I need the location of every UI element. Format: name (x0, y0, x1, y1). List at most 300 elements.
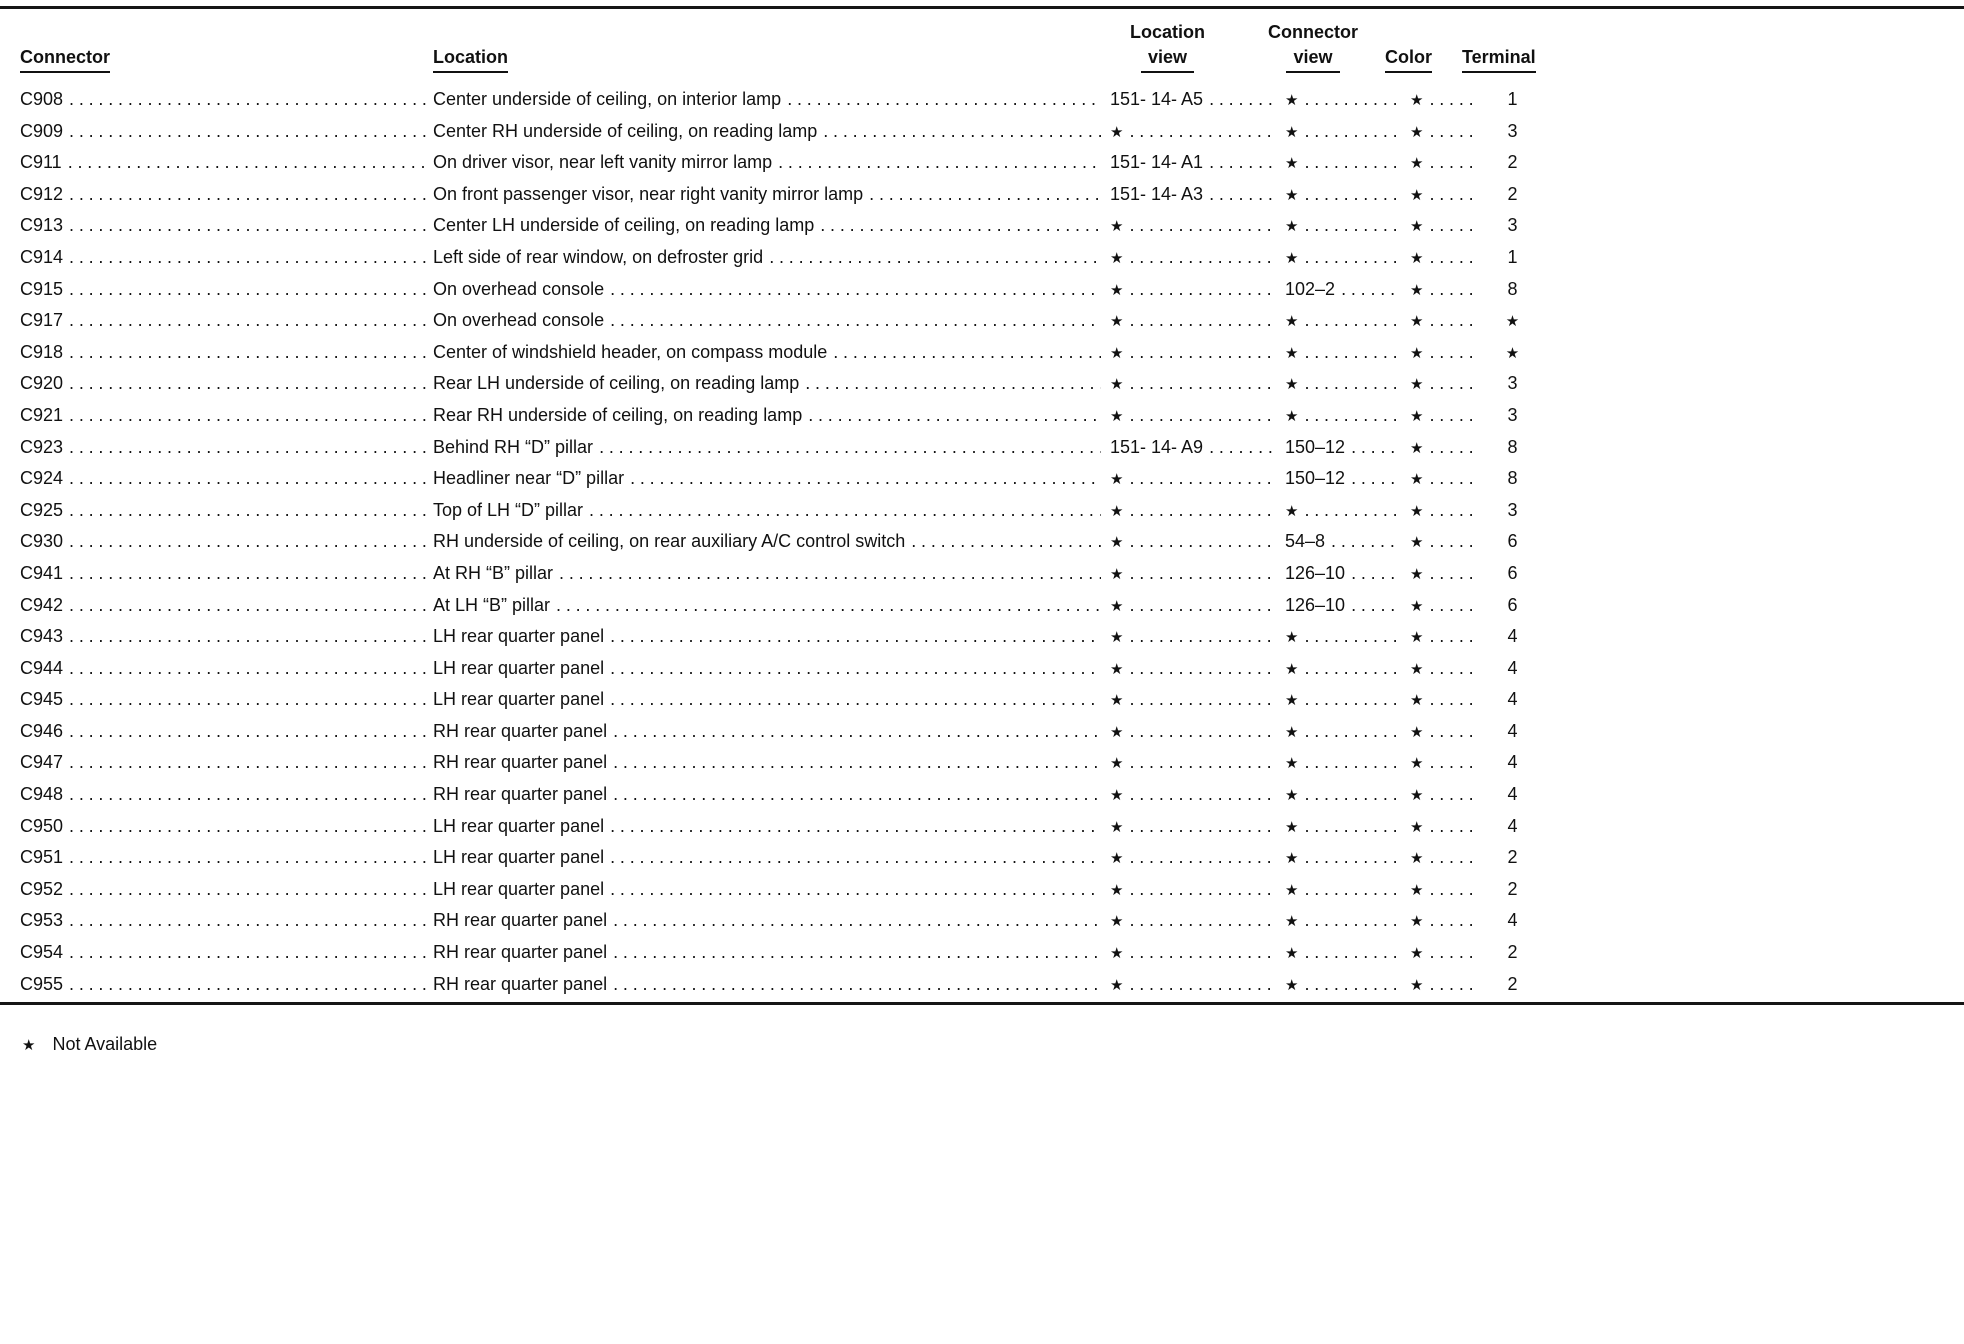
dot-leader (613, 937, 1101, 969)
terminal-value: 3 (1507, 499, 1518, 520)
not-available-star-icon: ★ (22, 1037, 36, 1054)
cell-location-view (1105, 937, 1280, 969)
table-row (20, 653, 1545, 685)
cell-connector-view (1280, 811, 1405, 843)
connector-code: C945 (20, 689, 64, 710)
table-row (20, 116, 1545, 148)
cell-connector (20, 147, 433, 179)
dot-leader (69, 179, 429, 211)
table-row (20, 147, 1545, 179)
dot-leader (69, 653, 429, 685)
color-value: ★ (1410, 881, 1424, 899)
cell-location (433, 463, 1105, 495)
cell-location-view (1105, 811, 1280, 843)
connector-view-value: ★ (1285, 407, 1299, 425)
connector-code: C954 (20, 942, 64, 963)
cell-color (1405, 337, 1480, 369)
dot-leader (1429, 937, 1476, 969)
color-value: ★ (1410, 376, 1424, 394)
terminal-value: 2 (1507, 847, 1518, 868)
cell-connector (20, 368, 433, 400)
dot-leader (1129, 242, 1276, 274)
dot-leader (1129, 368, 1276, 400)
cell-location (433, 400, 1105, 432)
dot-leader (1429, 684, 1476, 716)
column-header-connector-view-line2: view (1286, 45, 1339, 73)
cell-location (433, 337, 1105, 369)
location-view-value: ★ (1110, 376, 1124, 394)
dot-leader (820, 210, 1101, 242)
cell-terminal (1480, 716, 1545, 748)
dot-leader (1304, 716, 1401, 748)
connector-location: Behind RH “D” pillar (433, 436, 594, 457)
footnote-text: Not Available (52, 1034, 158, 1054)
table-row (20, 210, 1545, 242)
dot-leader (69, 274, 429, 306)
table-row (20, 842, 1545, 874)
terminal-value: 6 (1507, 594, 1518, 615)
color-value: ★ (1410, 692, 1424, 710)
dot-leader (1429, 463, 1476, 495)
dot-leader (1429, 337, 1476, 369)
cell-location (433, 432, 1105, 464)
dot-leader (613, 716, 1101, 748)
color-value: ★ (1410, 660, 1424, 678)
dot-leader (1341, 274, 1401, 306)
cell-connector (20, 526, 433, 558)
cell-connector-view (1280, 653, 1405, 685)
cell-connector-view (1280, 210, 1405, 242)
location-view-value: ★ (1110, 913, 1124, 931)
cell-connector (20, 716, 433, 748)
location-view-value: ★ (1110, 123, 1124, 141)
cell-location (433, 526, 1105, 558)
dot-leader (1429, 779, 1476, 811)
cell-location (433, 590, 1105, 622)
cell-location (433, 905, 1105, 937)
connector-code: C920 (20, 373, 64, 394)
connector-view-value: ★ (1285, 881, 1299, 899)
dot-leader (1209, 84, 1276, 116)
connector-code: C942 (20, 594, 64, 615)
dot-leader (69, 716, 429, 748)
dot-leader (69, 242, 429, 274)
cell-color (1405, 621, 1480, 653)
dot-leader (1351, 432, 1401, 464)
cell-connector-view (1280, 969, 1405, 1001)
dot-leader (1429, 747, 1476, 779)
cell-connector (20, 463, 433, 495)
dot-leader (1304, 684, 1401, 716)
cell-connector-view (1280, 242, 1405, 274)
connector-code: C921 (20, 404, 64, 425)
cell-location-view (1105, 368, 1280, 400)
cell-terminal (1480, 874, 1545, 906)
dot-leader (1429, 400, 1476, 432)
cell-connector-view (1280, 937, 1405, 969)
dot-leader (69, 116, 429, 148)
location-view-value: ★ (1110, 660, 1124, 678)
cell-location-view (1105, 463, 1280, 495)
color-value: ★ (1410, 313, 1424, 331)
table-row (20, 558, 1545, 590)
table-row (20, 969, 1545, 1001)
dot-leader (787, 84, 1101, 116)
cell-color (1405, 305, 1480, 337)
dot-leader (1304, 495, 1401, 527)
dot-leader (69, 747, 429, 779)
dot-leader (1351, 558, 1401, 590)
dot-leader (613, 905, 1101, 937)
location-view-value: ★ (1110, 313, 1124, 331)
table-row (20, 779, 1545, 811)
connector-code: C909 (20, 120, 64, 141)
connector-view-value: ★ (1285, 313, 1299, 331)
terminal-value: 8 (1507, 468, 1518, 489)
cell-terminal (1480, 811, 1545, 843)
cell-connector (20, 779, 433, 811)
cell-terminal (1480, 305, 1545, 337)
dot-leader (1331, 526, 1401, 558)
cell-connector-view (1280, 368, 1405, 400)
cell-location-view (1105, 969, 1280, 1001)
cell-connector-view (1280, 305, 1405, 337)
dot-leader (1129, 874, 1276, 906)
cell-connector (20, 432, 433, 464)
cell-location-view (1105, 147, 1280, 179)
color-value: ★ (1410, 123, 1424, 141)
dot-leader (69, 368, 429, 400)
connector-location: Center underside of ceiling, on interior lamp (433, 89, 782, 109)
dot-leader (1304, 337, 1401, 369)
cell-location (433, 779, 1105, 811)
cell-connector-view (1280, 147, 1405, 179)
connector-code: C912 (20, 183, 64, 204)
cell-location (433, 842, 1105, 874)
cell-connector-view (1280, 179, 1405, 211)
dot-leader (869, 179, 1101, 211)
cell-connector (20, 400, 433, 432)
terminal-value: 2 (1507, 152, 1518, 173)
cell-connector-view (1280, 84, 1405, 116)
cell-connector (20, 905, 433, 937)
terminal-value: 6 (1507, 562, 1518, 583)
cell-connector-view (1280, 463, 1405, 495)
color-value: ★ (1410, 281, 1424, 299)
color-value: ★ (1410, 249, 1424, 267)
connector-code: C925 (20, 499, 64, 520)
cell-color (1405, 495, 1480, 527)
dot-leader (599, 432, 1101, 464)
cell-connector-view (1280, 905, 1405, 937)
cell-terminal (1480, 210, 1545, 242)
cell-terminal (1480, 779, 1545, 811)
location-view-value: ★ (1110, 534, 1124, 552)
dot-leader (69, 400, 429, 432)
cell-connector (20, 747, 433, 779)
dot-leader (1129, 779, 1276, 811)
cell-location (433, 210, 1105, 242)
cell-connector-view (1280, 716, 1405, 748)
terminal-value: 2 (1507, 878, 1518, 899)
dot-leader (610, 811, 1101, 843)
connector-location: Headliner near “D” pillar (433, 468, 625, 489)
table-row (20, 242, 1545, 274)
cell-connector (20, 874, 433, 906)
dot-leader (1129, 526, 1276, 558)
location-view-value: ★ (1110, 881, 1124, 899)
column-header-connector-label: Connector (20, 45, 110, 73)
column-header-connector-view (1258, 20, 1368, 73)
connector-view-value: ★ (1285, 344, 1299, 362)
connector-code: C911 (20, 152, 62, 173)
terminal-value: 4 (1507, 657, 1518, 678)
cell-color (1405, 969, 1480, 1001)
cell-color (1405, 590, 1480, 622)
dot-leader (1429, 716, 1476, 748)
footnote (22, 1034, 157, 1055)
dot-leader (1429, 368, 1476, 400)
dot-leader (630, 463, 1101, 495)
dot-leader (1429, 274, 1476, 306)
cell-terminal (1480, 747, 1545, 779)
connector-location: LH rear quarter panel (433, 815, 605, 836)
cell-color (1405, 463, 1480, 495)
table-row (20, 716, 1545, 748)
dot-leader (68, 147, 429, 179)
column-header-location-view-line2-wrap (1105, 45, 1230, 73)
cell-location (433, 84, 1105, 116)
cell-terminal (1480, 621, 1545, 653)
cell-location (433, 937, 1105, 969)
cell-location-view (1105, 526, 1280, 558)
dot-leader (69, 495, 429, 527)
terminal-value: 3 (1507, 120, 1518, 141)
dot-leader (1429, 84, 1476, 116)
color-value: ★ (1410, 723, 1424, 741)
cell-location-view (1105, 590, 1280, 622)
location-view-value: ★ (1110, 945, 1124, 963)
cell-location (433, 242, 1105, 274)
dot-leader (1429, 116, 1476, 148)
color-value: ★ (1410, 629, 1424, 647)
cell-location-view (1105, 116, 1280, 148)
cell-terminal (1480, 432, 1545, 464)
dot-leader (1129, 811, 1276, 843)
dot-leader (69, 84, 429, 116)
connector-view-value: 54–8 (1285, 531, 1326, 552)
cell-terminal (1480, 463, 1545, 495)
terminal-value: ★ (1505, 344, 1520, 362)
dot-leader (69, 621, 429, 653)
cell-connector (20, 210, 433, 242)
cell-connector (20, 969, 433, 1001)
connector-view-value: ★ (1285, 186, 1299, 204)
cell-color (1405, 368, 1480, 400)
dot-leader (1304, 116, 1401, 148)
cell-color (1405, 905, 1480, 937)
connector-code: C918 (20, 341, 64, 362)
dot-leader (1429, 558, 1476, 590)
connector-view-value: ★ (1285, 755, 1299, 773)
color-value: ★ (1410, 92, 1424, 109)
connector-location: LH rear quarter panel (433, 847, 605, 868)
dot-leader (1304, 653, 1401, 685)
dot-leader (1429, 179, 1476, 211)
column-header-location-label: Location (433, 45, 508, 73)
dot-leader (1129, 116, 1276, 148)
table-row (20, 337, 1545, 369)
dot-leader (1129, 495, 1276, 527)
dot-leader (778, 147, 1101, 179)
table-row (20, 874, 1545, 906)
dot-leader (1129, 684, 1276, 716)
connector-code: C953 (20, 910, 64, 931)
connector-code: C923 (20, 436, 64, 457)
dot-leader (1129, 274, 1276, 306)
dot-leader (1429, 811, 1476, 843)
dot-leader (1129, 621, 1276, 653)
dot-leader (610, 842, 1101, 874)
cell-connector-view (1280, 495, 1405, 527)
dot-leader (69, 558, 429, 590)
column-header-connector (20, 45, 110, 73)
cell-location (433, 558, 1105, 590)
connector-view-value: 126–10 (1285, 562, 1346, 583)
cell-location-view (1105, 653, 1280, 685)
connector-location: LH rear quarter panel (433, 689, 605, 710)
cell-location-view (1105, 874, 1280, 906)
connector-location: Top of LH “D” pillar (433, 499, 584, 520)
column-header-location (433, 45, 508, 73)
connector-view-value: ★ (1285, 92, 1299, 109)
connector-location: Center RH underside of ceiling, on reading lamp (433, 120, 818, 141)
dot-leader (1429, 495, 1476, 527)
connector-view-value: ★ (1285, 787, 1299, 805)
dot-leader (1429, 432, 1476, 464)
location-view-value: 151- 14- A5 (1110, 89, 1204, 109)
table-row (20, 84, 1545, 116)
cell-connector (20, 337, 433, 369)
terminal-value: 3 (1507, 215, 1518, 236)
terminal-value: 1 (1507, 246, 1518, 267)
cell-connector-view (1280, 842, 1405, 874)
dot-leader (69, 811, 429, 843)
cell-connector-view (1280, 621, 1405, 653)
cell-terminal (1480, 242, 1545, 274)
cell-color (1405, 684, 1480, 716)
cell-location (433, 874, 1105, 906)
cell-connector (20, 242, 433, 274)
dot-leader (1129, 337, 1276, 369)
column-header-location-view-line2: view (1141, 45, 1194, 73)
cell-connector-view (1280, 526, 1405, 558)
cell-color (1405, 179, 1480, 211)
terminal-value: ★ (1505, 313, 1520, 331)
connector-location: On overhead console (433, 310, 605, 331)
dot-leader (833, 337, 1101, 369)
cell-connector (20, 84, 433, 116)
dot-leader (1351, 463, 1401, 495)
location-view-value: ★ (1110, 471, 1124, 489)
connector-view-value: ★ (1285, 155, 1299, 173)
cell-connector (20, 653, 433, 685)
connector-code: C941 (20, 562, 64, 583)
connector-location: RH rear quarter panel (433, 752, 608, 773)
dot-leader (911, 526, 1101, 558)
connector-view-value: 150–12 (1285, 436, 1346, 457)
cell-connector (20, 811, 433, 843)
connector-code: C944 (20, 657, 64, 678)
location-view-value: ★ (1110, 692, 1124, 710)
table-row (20, 179, 1545, 211)
cell-connector (20, 684, 433, 716)
cell-color (1405, 937, 1480, 969)
cell-connector-view (1280, 684, 1405, 716)
connector-location: At LH “B” pillar (433, 594, 551, 615)
cell-color (1405, 526, 1480, 558)
cell-terminal (1480, 905, 1545, 937)
dot-leader (1304, 210, 1401, 242)
cell-terminal (1480, 274, 1545, 306)
dot-leader (1429, 305, 1476, 337)
cell-terminal (1480, 526, 1545, 558)
cell-terminal (1480, 400, 1545, 432)
table-row (20, 747, 1545, 779)
cell-connector-view (1280, 779, 1405, 811)
dot-leader (559, 558, 1101, 590)
cell-connector-view (1280, 558, 1405, 590)
column-header-connector-view-line2-wrap (1258, 45, 1368, 73)
cell-connector-view (1280, 874, 1405, 906)
cell-location-view (1105, 684, 1280, 716)
cell-location-view (1105, 274, 1280, 306)
dot-leader (808, 400, 1101, 432)
cell-location-view (1105, 779, 1280, 811)
cell-color (1405, 842, 1480, 874)
dot-leader (1129, 400, 1276, 432)
dot-leader (1429, 653, 1476, 685)
cell-terminal (1480, 495, 1545, 527)
dot-leader (1304, 305, 1401, 337)
cell-color (1405, 716, 1480, 748)
connector-code: C914 (20, 246, 64, 267)
connector-location: RH underside of ceiling, on rear auxiliary A/C control switch (433, 531, 906, 552)
dot-leader (1304, 874, 1401, 906)
table-row (20, 274, 1545, 306)
terminal-value: 3 (1507, 373, 1518, 394)
connector-view-value: ★ (1285, 850, 1299, 868)
cell-location-view (1105, 747, 1280, 779)
connector-code: C948 (20, 784, 64, 805)
connector-view-value: ★ (1285, 218, 1299, 236)
connector-view-value: 102–2 (1285, 278, 1336, 299)
location-view-value: ★ (1110, 723, 1124, 741)
cell-connector (20, 116, 433, 148)
column-header-terminal (1462, 45, 1536, 73)
dot-leader (1209, 179, 1276, 211)
dot-leader (69, 463, 429, 495)
connector-view-value: 126–10 (1285, 594, 1346, 615)
color-value: ★ (1410, 155, 1424, 173)
cell-terminal (1480, 337, 1545, 369)
cell-location-view (1105, 210, 1280, 242)
dot-leader (69, 337, 429, 369)
dot-leader (1304, 779, 1401, 811)
cell-color (1405, 242, 1480, 274)
connector-code: C915 (20, 278, 64, 299)
terminal-value: 4 (1507, 689, 1518, 710)
